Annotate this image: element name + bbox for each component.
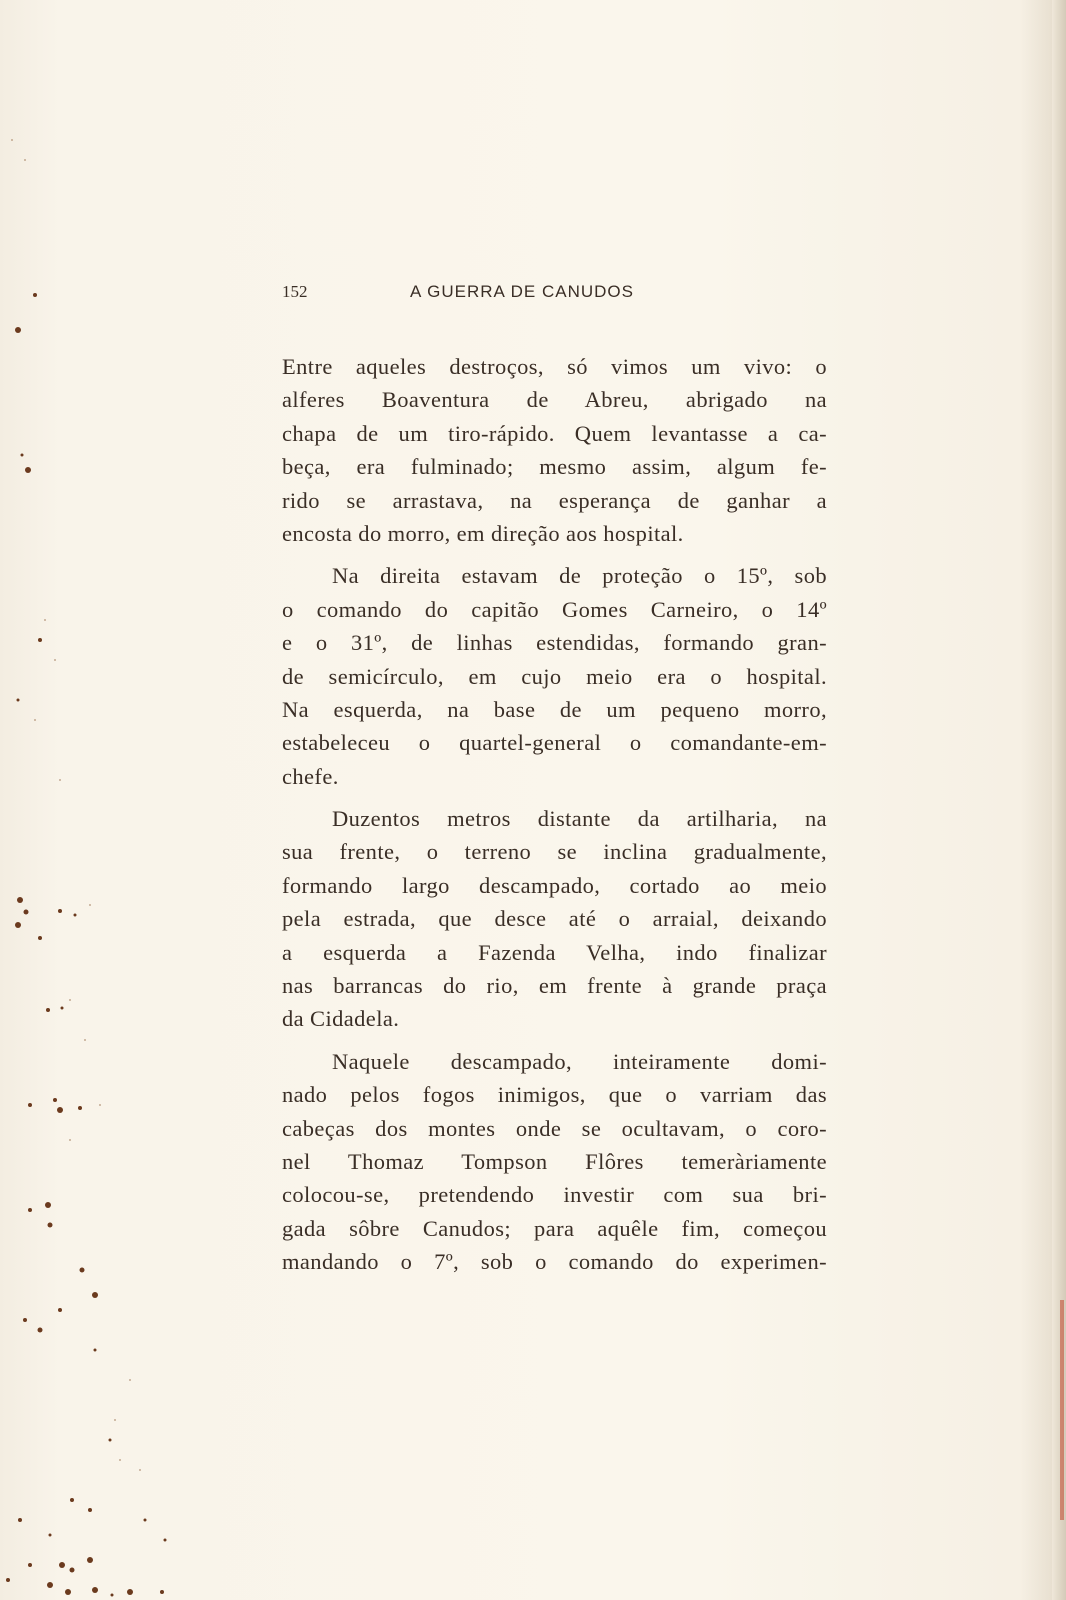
- text-line: chefe.: [282, 763, 339, 789]
- page-number: 152: [282, 282, 308, 301]
- text-line: beça, era fulminado; mesmo assim, algum fe-: [282, 454, 827, 480]
- text-line: a esquerda a Fazenda Velha, indo finalizar: [282, 939, 827, 965]
- page-edge: [1052, 0, 1066, 1600]
- text-line: estabeleceu o quartel-general o comandante-em-: [282, 730, 827, 756]
- text-line: alferes Boaventura de Abreu, abrigado na: [282, 387, 827, 413]
- text-line: pela estrada, que desce até o arraial, deixando: [282, 906, 827, 932]
- edge-stain: [1060, 1300, 1064, 1520]
- text-line: sua frente, o terreno se inclina gradualmente,: [282, 839, 827, 865]
- text-line: gada sôbre Canudos; para aquêle fim, começou: [282, 1215, 827, 1241]
- body-text: [282, 350, 827, 1288]
- text-line: nel Thomaz Tompson Flôres temeràriamente: [282, 1148, 827, 1174]
- text-line: Entre aqueles destroços, só vimos um vivo: o: [282, 354, 827, 379]
- text-line: encosta do morro, em direção aos hospital.: [282, 520, 684, 546]
- text-line: colocou-se, pretendendo investir com sua bri-: [282, 1182, 827, 1208]
- text-line: formando largo descampado, cortado ao meio: [282, 872, 827, 898]
- text-line: Na direita estavam de proteção o 15º, sob: [332, 563, 827, 589]
- text-line: cabeças dos montes onde se ocultavam, o coro-: [282, 1115, 827, 1141]
- text-line: chapa de um tiro-rápido. Quem levantasse a ca-: [282, 420, 827, 446]
- text-line: rido se arrastava, na esperança de ganhar a: [282, 487, 827, 513]
- text-line: o comando do capitão Gomes Carneiro, o 14º: [282, 596, 827, 622]
- text-line: Duzentos metros distante da artilharia, na: [332, 806, 827, 832]
- text-line: mandando o 7º, sob o comando do experimen-: [282, 1249, 827, 1275]
- paragraph-1: [282, 350, 827, 550]
- paragraph-4: [282, 1045, 827, 1279]
- paragraph-3: [282, 802, 827, 1036]
- foxing-speckles: [0, 0, 180, 1600]
- text-line: da Cidadela.: [282, 1006, 400, 1032]
- text-line: nado pelos fogos inimigos, que o varriam das: [282, 1082, 827, 1108]
- text-line: e o 31º, de linhas estendidas, formando gran-: [282, 630, 827, 656]
- text-line: nas barrancas do rio, em frente à grande praça: [282, 973, 827, 999]
- text-line: de semicírculo, em cujo meio era o hospital.: [282, 663, 827, 689]
- text-line: Naquele descampado, inteiramente domi-: [332, 1048, 827, 1074]
- paragraph-2: [282, 559, 827, 793]
- running-title: A GUERRA DE CANUDOS: [410, 282, 634, 301]
- text-line: Na esquerda, na base de um pequeno morro,: [282, 696, 827, 722]
- running-header: [282, 282, 702, 308]
